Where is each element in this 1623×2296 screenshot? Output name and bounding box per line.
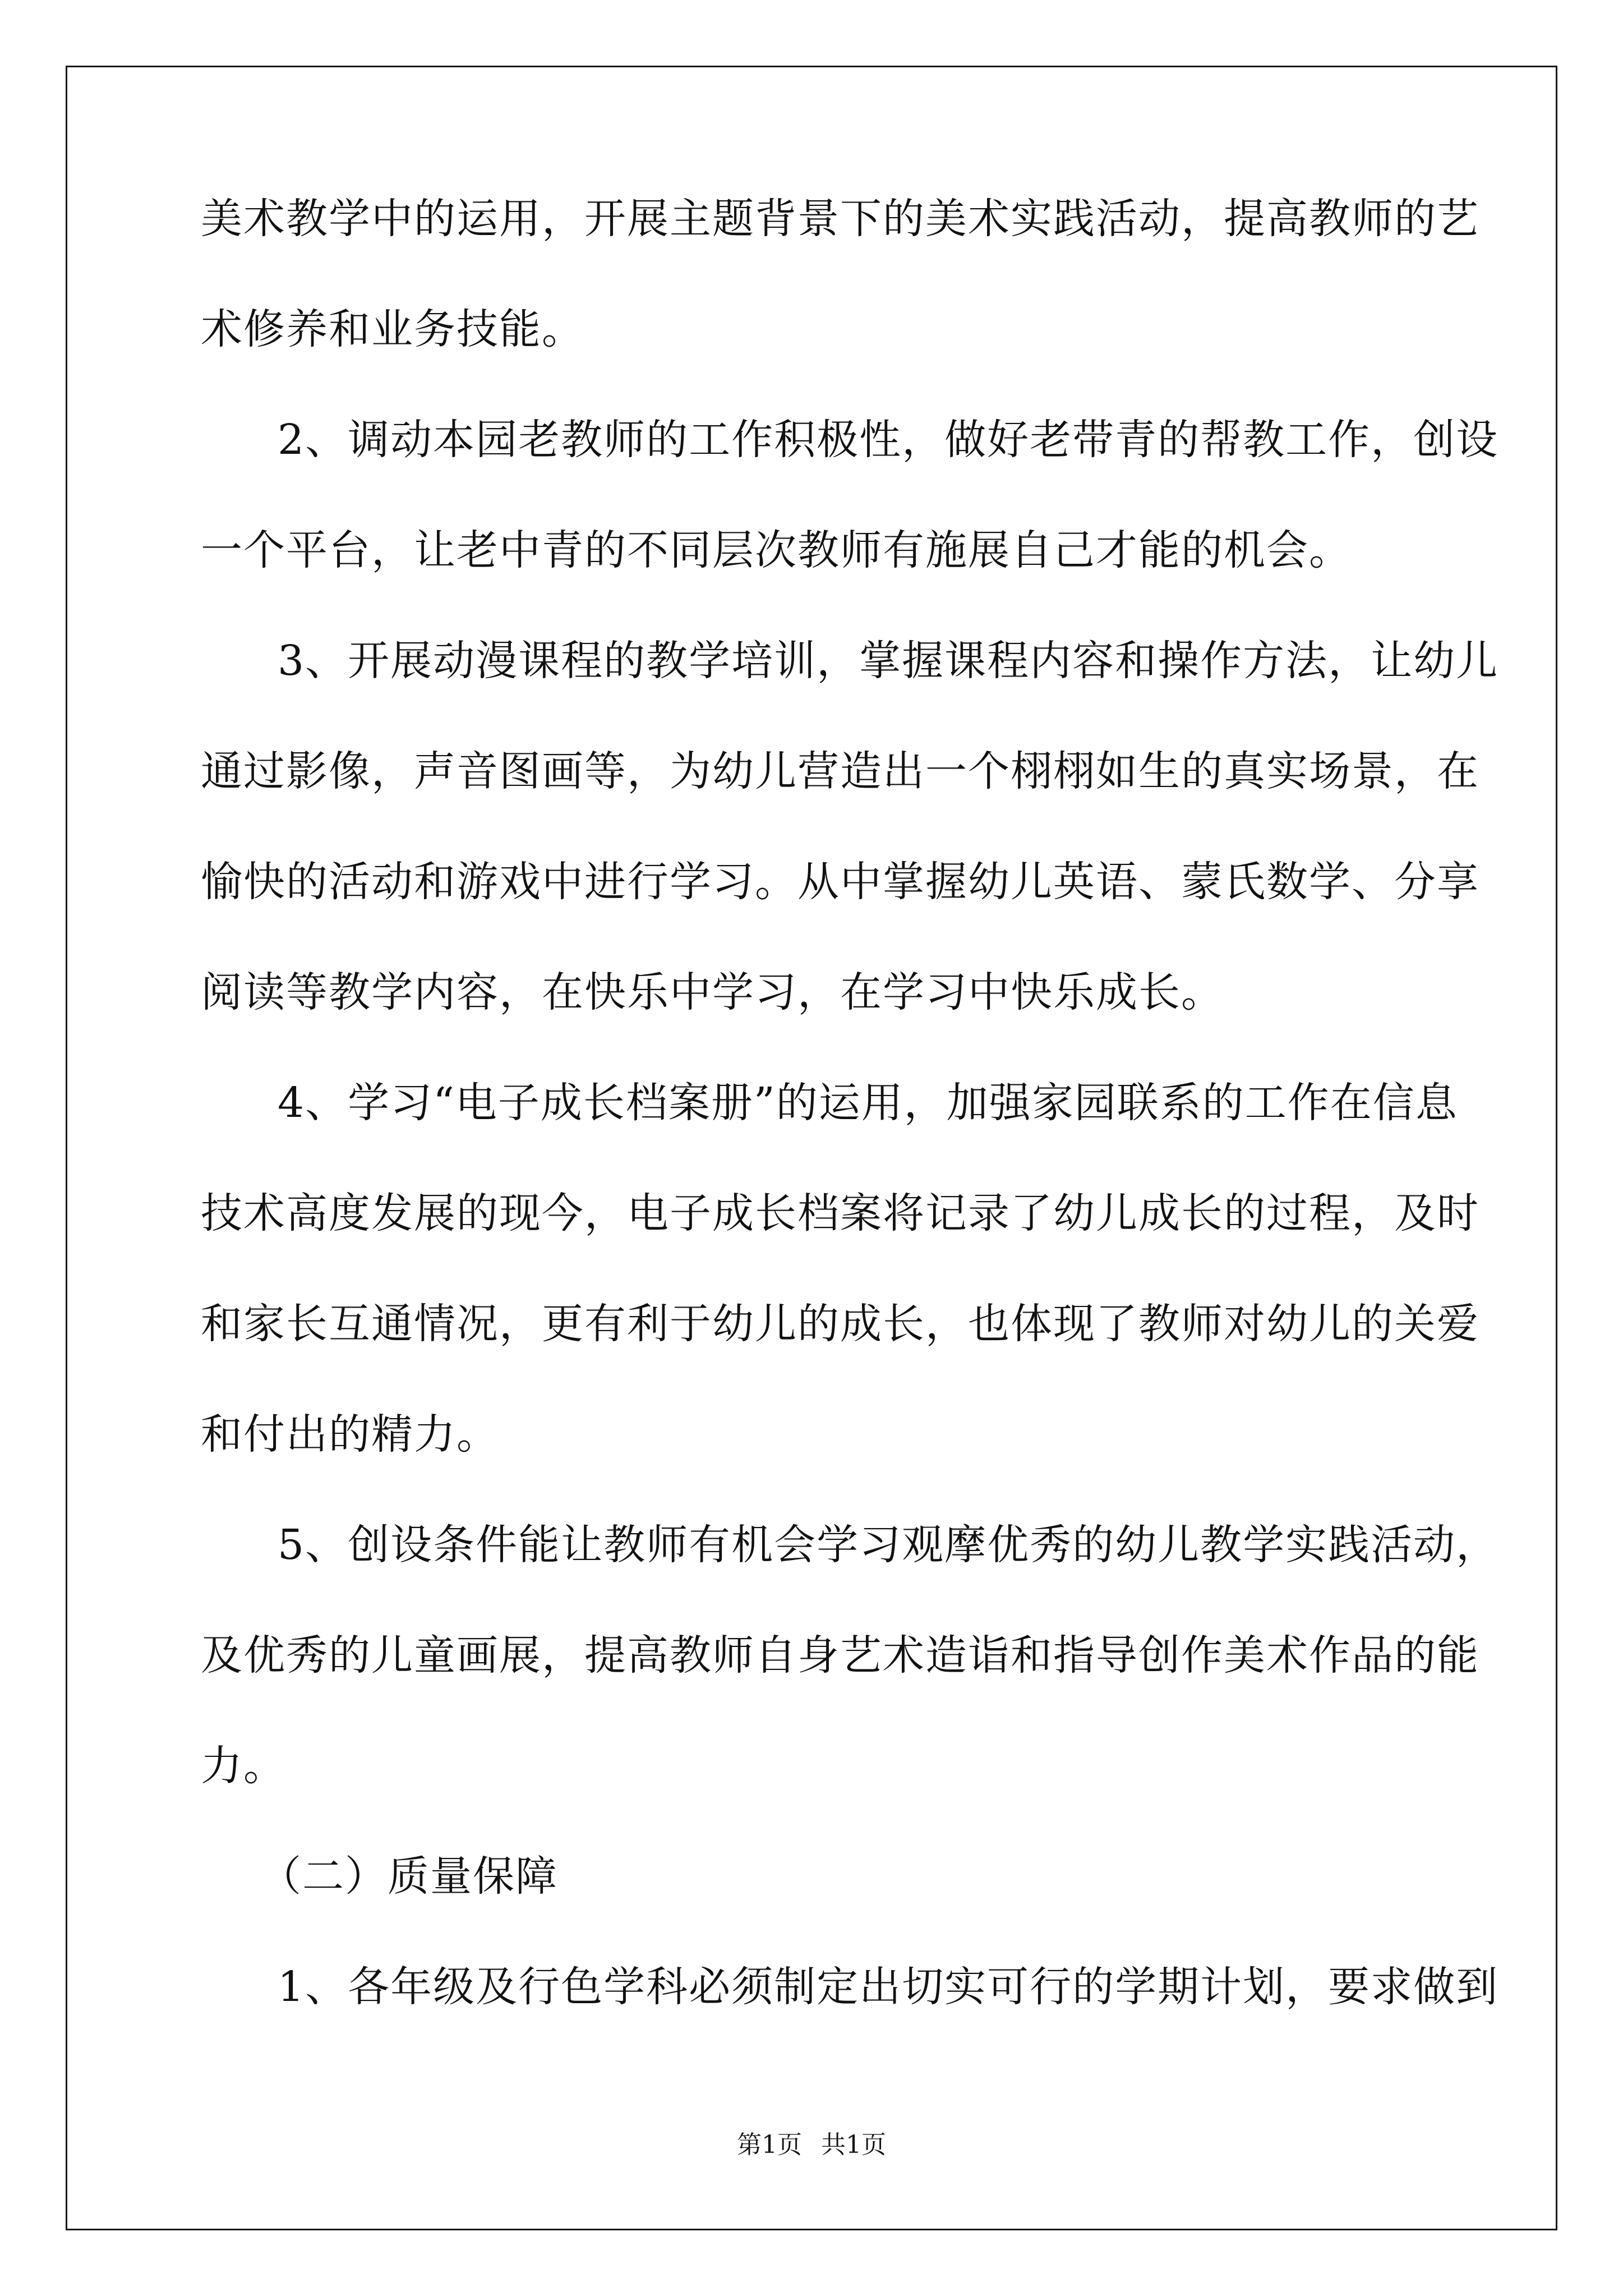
- text-line: 4、学习“电子成长档案册”的运用，加强家园联系的工作在信息: [278, 1079, 1458, 1127]
- section-heading: （二）质量保障: [260, 1852, 558, 1901]
- page-number: 第1页: [737, 2131, 802, 2159]
- page-border: [66, 66, 1557, 2230]
- text-line: 技术高度发展的现今，电子成长档案将记录了幼儿成长的过程，及时: [201, 1189, 1479, 1237]
- text-line: 一个平台，让老中青的不同层次教师有施展自己才能的机会。: [201, 526, 1352, 574]
- text-line: 5、创设条件能让教师有机会学习观摩优秀的幼儿教学实践活动，: [278, 1521, 1499, 1569]
- text-line: 和家长互通情况，更有利于幼儿的成长，也体现了教师对幼儿的关爱: [201, 1300, 1479, 1348]
- text-line: 和付出的精力。: [201, 1410, 499, 1458]
- text-line: 力。: [201, 1742, 286, 1790]
- page-footer: [0, 2128, 1623, 2162]
- text-line: 1、各年级及行色学科必须制定出切实可行的学期计划，要求做到: [278, 1963, 1499, 2011]
- text-line: 阅读等教学内容，在快乐中学习，在学习中快乐成长。: [201, 968, 1224, 1016]
- text-line: 通过影像，声音图画等，为幼儿营造出一个栩栩如生的真实场景，在: [201, 747, 1479, 795]
- text-line: 美术教学中的运用，开展主题背景下的美术实践活动，提高教师的艺: [201, 195, 1479, 243]
- text-line: 2、调动本园老教师的工作积极性，做好老带青的帮教工作，创设: [278, 416, 1499, 464]
- text-line: 愉快的活动和游戏中进行学习。从中掌握幼儿英语、蒙氏数学、分享: [201, 858, 1479, 906]
- text-line: 术修养和业务技能。: [201, 305, 584, 353]
- text-line: 及优秀的儿童画展，提高教师自身艺术造诣和指导创作美术作品的能: [201, 1631, 1479, 1680]
- page-total: 共1页: [821, 2131, 886, 2159]
- text-line: 3、开展动漫课程的教学培训，掌握课程内容和操作方法，让幼儿: [278, 637, 1499, 685]
